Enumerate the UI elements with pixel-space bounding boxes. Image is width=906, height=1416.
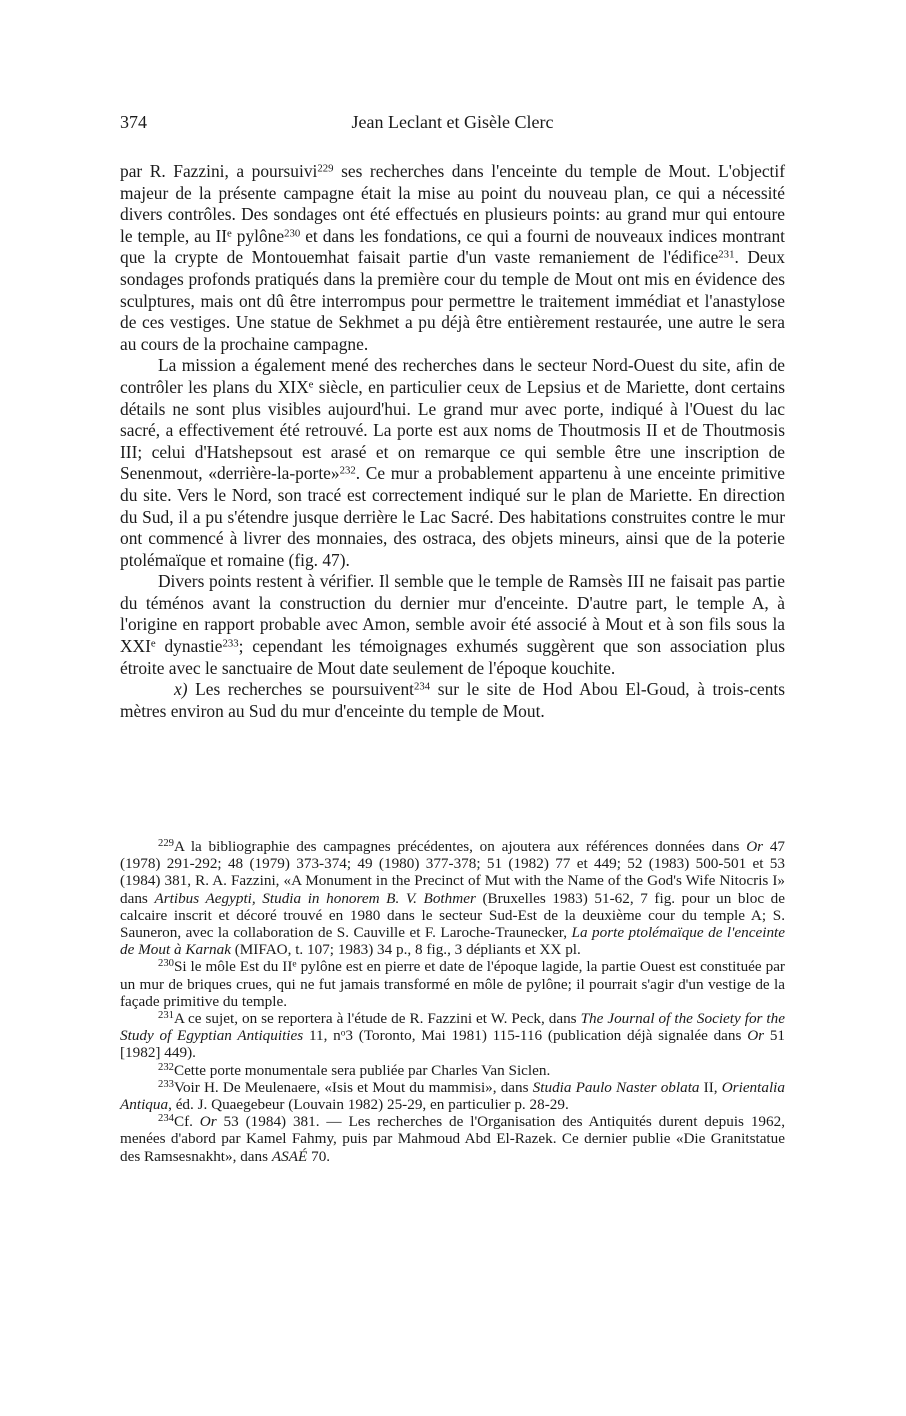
footnote-231 — [120, 1010, 785, 1062]
ordinal-superscript: e — [227, 227, 232, 240]
text-run: pylône est en pierre et date de l'époque lagide, la partie Ouest est constituée par un mur de briques crues, qui ne fut jamais transformé en môle de pylône; il pourrait s'agir d'un vestige de la façade primitive du temple. — [120, 958, 785, 1010]
ordinal-superscript: e — [308, 378, 314, 391]
text-run: A ce sujet, on se reportera à l'étude de R. Fazzini et W. Peck, dans — [173, 1010, 581, 1028]
italic-title: Studia Paulo Naster oblata — [532, 1078, 700, 1096]
main-text — [120, 161, 785, 722]
paragraph-3 — [120, 571, 785, 679]
footnote-ref-231[interactable]: 231 — [718, 248, 735, 261]
text-run: Divers points restent à vérifier. Il semble que le temple de Ramsès III ne faisait pas partie du téménos avant la construction du dernier mur d'enceinte. D'autre part, le temple A, à l'origine en rapport probable avec Amon, semble avoir été associé à Mout et à son fils sous la XXI — [120, 571, 785, 657]
footnote-number: 230 — [158, 958, 174, 970]
text-run: par R. Fazzini, a poursuivi — [120, 161, 318, 181]
footnote-230 — [120, 958, 785, 1010]
text-run: 11, n — [303, 1027, 341, 1045]
italic-title: Artibus Aegypti, Studia in honorem B. V. Bothmer — [154, 889, 476, 907]
paragraph-1 — [120, 161, 785, 355]
running-head — [120, 112, 785, 140]
text-run: 53 (1984) 381. — Les recherches de l'Organisation des Antiquités durent depuis 1962, menées d'abord par Kamel Fahmy, puis par Mahmoud Abd El-Razek. Ce dernier publie «Die Granitstatue des Ramsesnakht», dans — [120, 1113, 785, 1165]
ordinal-superscript: e — [292, 959, 297, 970]
paragraph-2 — [120, 355, 785, 571]
text-run: 47 (1978) 291-292; 48 (1979) 373-374; 49 (1980) 377-378; 51 (1982) 77 et 449; 52 (1983) 500-501 et 53 (1984) 381, R. A. Fazzini, «A Monument in the Precinct of Mut with the Name of the God's Wife Nitocris I» dans — [120, 838, 786, 907]
text-run: (Bruxelles 1983) 51-62, 7 fig. pour un bloc de calcaire inscrit et décoré trouvé en 1980 dans le secteur Sud-Est de la deuxième cour du temple A; S. Sauneron, avec la collaboration de S. Cauville et F. Laroche-Traunecker, — [120, 889, 786, 942]
footnote-number: 233 — [158, 1079, 174, 1091]
running-title: Jean Leclant et Gisèle Clerc — [351, 112, 554, 132]
footnote-ref-229[interactable]: 229 — [317, 162, 334, 175]
journal-abbrev: Or — [746, 838, 764, 855]
text-run: Cette porte monumentale sera publiée par Charles Van Siclen. — [173, 1061, 551, 1079]
footnote-ref-232[interactable]: 232 — [339, 464, 356, 477]
text-run: et dans les fondations, ce qui a fourni de nouveaux indices montrant que la crypte de Montouemhat faisait partie d'un vaste remaniement de l'édifice — [120, 225, 785, 268]
italic-title: The Journal of the Society for the Study of Egyptian Antiquities — [120, 1010, 785, 1045]
journal-abbrev: Or — [747, 1027, 765, 1045]
text-run: La mission a également mené des recherches dans le secteur Nord-Ouest du site, afin de contrôler les plans du XIX — [120, 355, 785, 397]
text-run: A la bibliographie des campagnes précédentes, on ajoutera aux références données dans — [173, 838, 747, 855]
text-run: Cf. — [173, 1113, 200, 1131]
journal-abbrev: Or — [199, 1113, 217, 1131]
text-run: (MIFAO, t. 107; 1983) 34 p., 8 fig., 3 dépliants et XX pl. — [230, 941, 581, 959]
text-run: 3 (Toronto, Mai 1981) 115-116 (publication déjà signalée dans — [345, 1027, 748, 1045]
footnote-234 — [120, 1113, 785, 1165]
section-label: x) — [174, 679, 188, 700]
footnote-number: 231 — [158, 1010, 174, 1022]
footnote-232 — [120, 1062, 785, 1079]
footnote-233 — [120, 1079, 785, 1113]
text-run: dynastie — [155, 636, 223, 657]
text-run: Voir H. De Meulenaere, «Isis et Mout du mammisi», dans — [173, 1078, 533, 1096]
text-run: . Ce mur a probablement appartenu à une enceinte primitive du site. Vers le Nord, son tracé est correctement indiqué sur le plan de Mariette. En direction du Sud, il a pu s'étendre jusque derrière le Lac Sacré. Des habitations construites contre le mur ont commencé à livrer des monnaies, des ostraca, des objets mineurs, ainsi que de la poterie ptolémaïque et romaine (fig. 47). — [120, 463, 785, 570]
text-run: pylône — [231, 225, 285, 246]
text-run: II, — [699, 1078, 722, 1096]
text-run: . Deux sondages profonds pratiqués dans la première cour du temple de Mout ont mis en évidence des sculptures, mais ont dû être interrompus pour permettre le traitement immédiat et l'anastylose de ces vestiges. Une statue de Sekhmet a pu déjà être entièrement restaurée, une autre le sera au cours de la prochaine campagne. — [120, 247, 785, 354]
footnotes — [120, 838, 785, 1165]
page-number: 374 — [120, 112, 147, 132]
footnote-229 — [120, 838, 785, 958]
text-run: , éd. J. Quaegebeur (Louvain 1982) 25-29, en particulier p. 28-29. — [168, 1096, 569, 1114]
text-run: Si le môle Est du II — [173, 958, 293, 976]
text-run: siècle, en particulier ceux de Lepsius et de Mariette, dont certains détails ne sont plus visibles aujourd'hui. Le grand mur avec porte, indiqué à l'Ouest du lac sacré, a effectivement été retrouvé. La porte est aux noms de Thoutmosis II et de Thoutmosis III; celui d'Hatshepsout est arasé et on remarque ce qui semble être une inscription de Senenmout, «derrière-la-porte» — [120, 376, 785, 484]
footnote-ref-230[interactable]: 230 — [284, 227, 301, 240]
paragraph-4 — [120, 679, 785, 722]
footnote-ref-234[interactable]: 234 — [413, 680, 431, 693]
journal-abbrev: ASAÉ — [271, 1147, 308, 1165]
footnote-ref-233[interactable]: 233 — [222, 637, 239, 650]
italic-title: Orientalia Antiqua — [120, 1078, 785, 1114]
text-run: Les recherches se poursuivent — [187, 679, 414, 700]
text-run: 51 [1982] 449). — [120, 1027, 786, 1062]
ordinal-superscript: e — [150, 637, 156, 650]
text-run: ; cependant les témoignages exhumés suggèrent que son association plus étroite avec le sanctuaire de Mout date seulement de l'époque kouchite. — [120, 636, 785, 678]
footnote-number: 232 — [158, 1061, 174, 1073]
text-run: ses recherches dans l'enceinte du temple de Mout. L'objectif majeur de la présente campagne était la mise au point du nouveau plan, ce qui a nécessité divers contrôles. Des sondages ont été effectués en plusieurs points: au grand mur qui entoure le temple, au II — [120, 161, 785, 246]
footnote-number: 229 — [158, 838, 174, 850]
italic-title: La porte ptolémaïque de l'enceinte de Mout à Karnak — [120, 924, 785, 959]
ordinal-superscript: o — [340, 1028, 346, 1039]
text-run: sur le site de Hod Abou El-Goud, à trois-cents mètres environ au Sud du mur d'enceinte du temple de Mout. — [120, 679, 785, 721]
text-run: 70. — [307, 1147, 331, 1165]
footnote-number: 234 — [158, 1113, 174, 1125]
